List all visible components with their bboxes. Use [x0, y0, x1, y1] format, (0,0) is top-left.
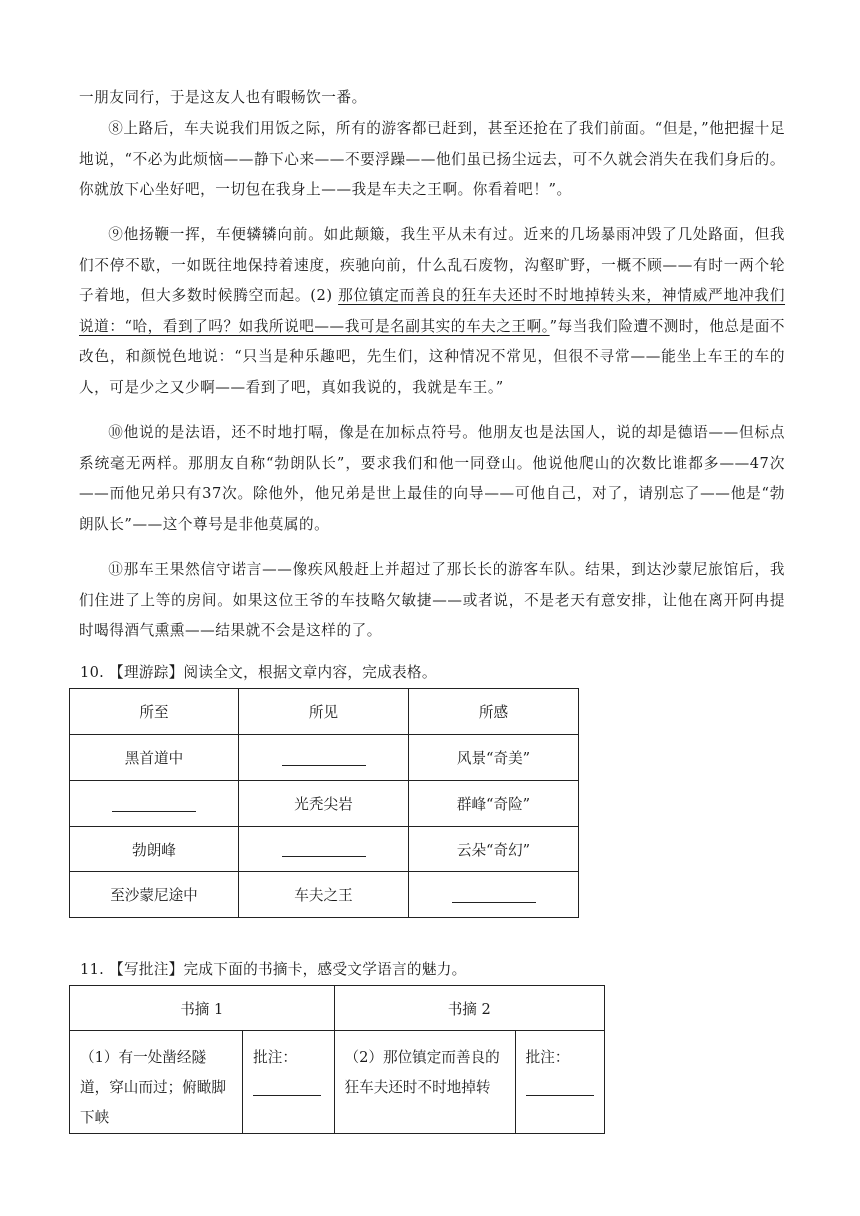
table-row: [70, 827, 579, 872]
paragraph-11: ⑪那车王果然信守诺言——像疾风般赶上并超过了那长长的游客车队。结果，到达沙蒙尼旅馆后，我们住进了上等的房间。如果这位王爷的车技略欠敏捷——或者说，不是老天有意安排，让他在离开阿冉提时喝得酒气熏熏——结果就不会是这样的了。: [79, 561, 785, 639]
itinerary-table: [69, 688, 579, 918]
paragraph-9: [79, 220, 785, 403]
table-cell: 云朵“奇幻”: [409, 827, 579, 872]
note-blank[interactable]: [253, 1081, 321, 1096]
header-cell: 所至: [70, 689, 239, 735]
answer-blank[interactable]: [452, 888, 536, 903]
table-row: [70, 781, 579, 827]
answer-blank-cell[interactable]: [239, 735, 409, 781]
table-cell: 群峰“奇险”: [409, 781, 579, 827]
answer-blank[interactable]: [282, 842, 366, 857]
table-cell: 至沙蒙尼途中: [70, 872, 239, 918]
excerpt-row: [70, 1031, 605, 1134]
table-cell: 风景“奇美”: [409, 735, 579, 781]
table-row: [70, 872, 579, 918]
header-cell: 所感: [409, 689, 579, 735]
excerpt-2-header: 书摘 2: [334, 986, 605, 1031]
answer-blank-cell[interactable]: [409, 872, 579, 918]
underlined-sentence: 那位镇定而善良的狂车夫还时不时地掉转头来，神情威严地冲我们说道：“哈，看到了吗？如我所说吧——我可是名副其实的车夫之王啊。: [79, 287, 786, 335]
table-header-row: [70, 689, 579, 735]
excerpt-2-text: （2）那位镇定而善良的狂车夫还时不时地掉转: [334, 1031, 515, 1134]
note-label: 批注：: [253, 1049, 297, 1066]
table-row: [70, 735, 579, 781]
note-label: 批注：: [525, 1049, 570, 1066]
table-cell: 车夫之王: [239, 872, 409, 918]
table-cell: 勃朗峰: [70, 827, 239, 872]
table-cell: 光秃尖岩: [239, 781, 409, 827]
paragraph-8: ⑧上路后，车夫说我们用饭之际，所有的游客都已赶到，甚至还抢在了我们前面。“但是，”他把握十足地说，“不必为此烦恼——静下心来——不要浮躁——他们虽已扬尘远去，可不久就会消失在我们身后的。你就放下心坐好吧，一切包在我身上——我是车夫之王啊。你看着吧！”。: [79, 120, 785, 198]
excerpt-2-note[interactable]: [515, 1031, 604, 1134]
table-cell: 黑首道中: [70, 735, 239, 781]
paragraph-9-text: ⑨他扬鞭一挥，车便辚辚向前。如此颠簸，我生平从未有过。近来的几场暴雨冲毁了几处路面，但我们不停不歇，一如既往地保持着速度，疾驰向前，什么乱石废物，沟壑旷野，一概不顾——有时一两个轮子着地，但大多数时候腾空而起。(2): [79, 226, 785, 304]
question-11-prompt: 11. 【写批注】完成下面的书摘卡，感受文学语言的魅力。: [80, 961, 467, 978]
answer-blank[interactable]: [112, 797, 196, 812]
answer-blank-cell[interactable]: [239, 827, 409, 872]
excerpt-1-text: （1）有一处凿经隧道，穿山而过；俯瞰脚下峡: [70, 1031, 243, 1134]
paragraph-9-tail: ”每当我们险遭不测时，他总是面不改色，和颜悦色地说：“只当是种乐趣吧，先生们，这种情况不常见，但很不寻常——能坐上车王的车的人，可是少之又少啊——看到了吧，真如我说的，我就是车王。”: [79, 317, 786, 396]
note-blank[interactable]: [526, 1081, 594, 1096]
excerpt-1-header: 书摘 1: [70, 986, 335, 1031]
excerpt-header-row: [70, 986, 605, 1031]
excerpt-1-note[interactable]: [243, 1031, 334, 1134]
paragraph-continuation: 一朋友同行，于是这友人也有暇畅饮一番。: [79, 89, 367, 106]
answer-blank[interactable]: [282, 751, 366, 766]
paragraph-10: ⑩他说的是法语，还不时地打嗝，像是在加标点符号。他朋友也是法国人，说的却是德语——但标点系统毫无两样。那朋友自称“勃朗队长”，要求我们和他一同登山。他说他爬山的次数比谁都多——47次——而他兄弟只有37次。除他外，他兄弟是世上最佳的向导——可他自己，对了，请别忘了——他是“勃朗队长”——这个尊号是非他莫属的。: [79, 424, 785, 533]
header-cell: 所见: [239, 689, 409, 735]
answer-blank-cell[interactable]: [70, 781, 239, 827]
question-10-prompt: 10. 【理游踪】阅读全文，根据文章内容，完成表格。: [80, 664, 437, 681]
excerpt-card-table: [69, 985, 605, 1134]
